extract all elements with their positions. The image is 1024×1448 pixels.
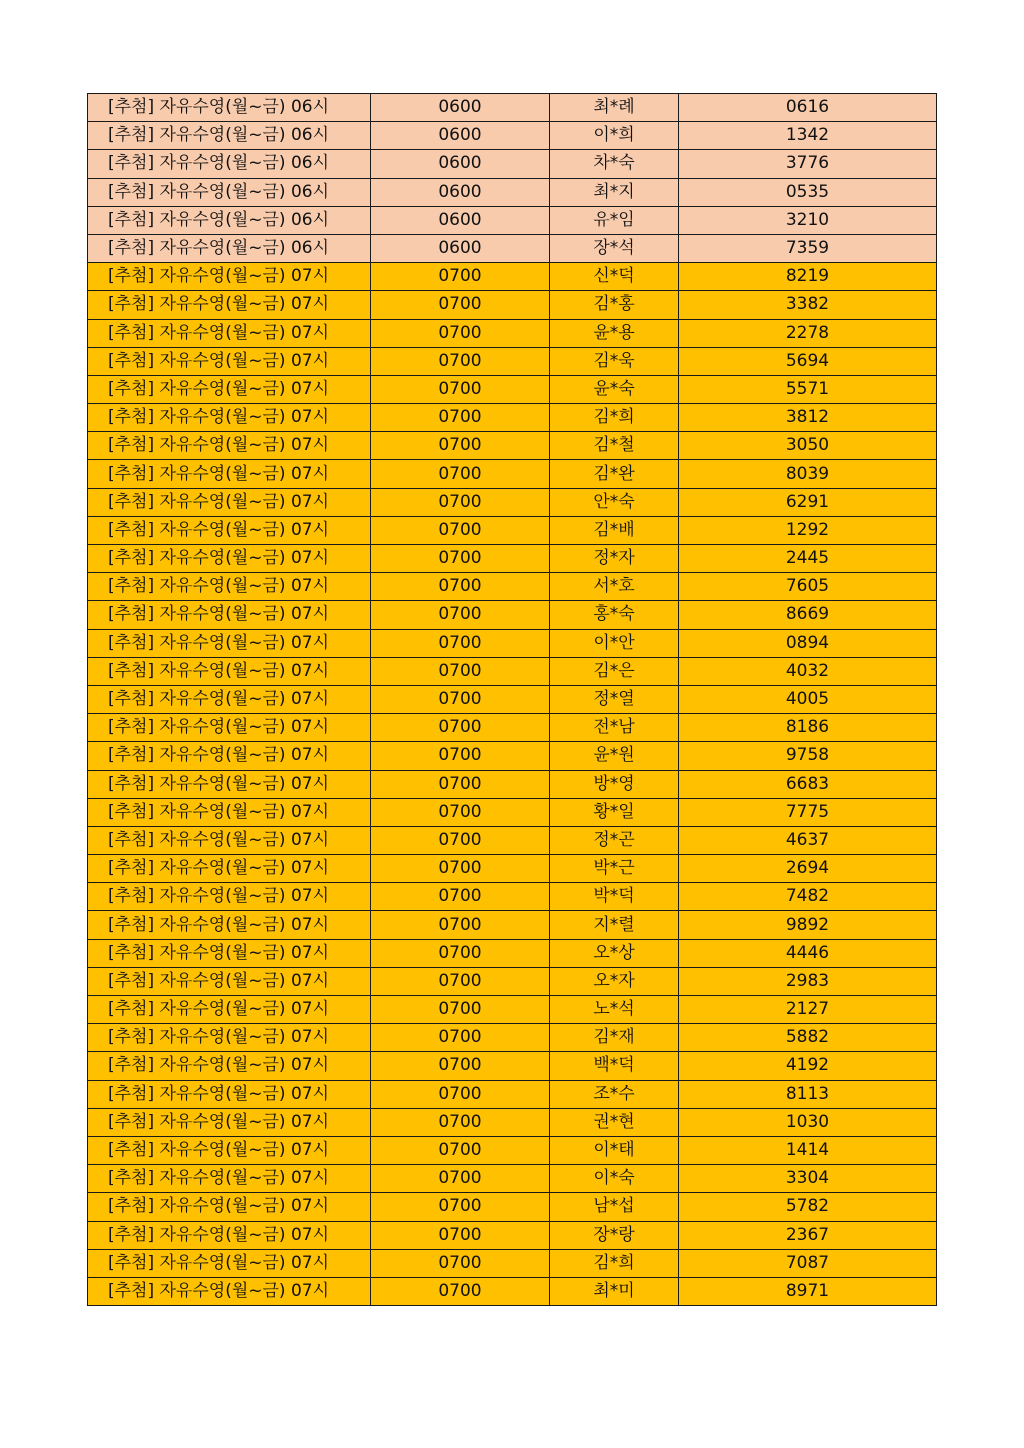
- table-row: [88, 996, 937, 1024]
- number-cell: 2694: [679, 855, 937, 883]
- time-cell: 0600: [371, 206, 550, 234]
- program-cell: [추첨] 자유수영(월~금) 07시: [88, 1165, 371, 1193]
- name-cell: 서*호: [550, 573, 679, 601]
- number-cell: 5571: [679, 375, 937, 403]
- program-cell: [추첨] 자유수영(월~금) 07시: [88, 742, 371, 770]
- name-cell: 박*근: [550, 855, 679, 883]
- table-row: [88, 516, 937, 544]
- name-cell: 이*숙: [550, 1165, 679, 1193]
- program-cell: [추첨] 자유수영(월~금) 06시: [88, 206, 371, 234]
- time-cell: 0700: [371, 798, 550, 826]
- time-cell: 0700: [371, 601, 550, 629]
- number-cell: 4192: [679, 1052, 937, 1080]
- table-row: [88, 911, 937, 939]
- number-cell: 1030: [679, 1108, 937, 1136]
- table-row: [88, 1277, 937, 1305]
- program-cell: [추첨] 자유수영(월~금) 07시: [88, 826, 371, 854]
- number-cell: 2127: [679, 996, 937, 1024]
- program-cell: [추첨] 자유수영(월~금) 07시: [88, 1108, 371, 1136]
- time-cell: 0700: [371, 404, 550, 432]
- number-cell: 1292: [679, 516, 937, 544]
- number-cell: 1342: [679, 122, 937, 150]
- number-cell: 3050: [679, 432, 937, 460]
- number-cell: 4637: [679, 826, 937, 854]
- table-row: [88, 1221, 937, 1249]
- time-cell: 0700: [371, 1136, 550, 1164]
- program-cell: [추첨] 자유수영(월~금) 07시: [88, 770, 371, 798]
- time-cell: 0700: [371, 347, 550, 375]
- table-row: [88, 206, 937, 234]
- name-cell: 최*례: [550, 94, 679, 122]
- program-cell: [추첨] 자유수영(월~금) 07시: [88, 263, 371, 291]
- program-cell: [추첨] 자유수영(월~금) 07시: [88, 601, 371, 629]
- table-row: [88, 685, 937, 713]
- table-row: [88, 1024, 937, 1052]
- number-cell: 3210: [679, 206, 937, 234]
- name-cell: 노*석: [550, 996, 679, 1024]
- program-cell: [추첨] 자유수영(월~금) 07시: [88, 319, 371, 347]
- name-cell: 윤*용: [550, 319, 679, 347]
- name-cell: 김*은: [550, 657, 679, 685]
- table-row: [88, 178, 937, 206]
- program-cell: [추첨] 자유수영(월~금) 07시: [88, 996, 371, 1024]
- table-row: [88, 1108, 937, 1136]
- number-cell: 6291: [679, 488, 937, 516]
- name-cell: 박*덕: [550, 883, 679, 911]
- program-cell: [추첨] 자유수영(월~금) 06시: [88, 178, 371, 206]
- program-cell: [추첨] 자유수영(월~금) 07시: [88, 657, 371, 685]
- name-cell: 정*열: [550, 685, 679, 713]
- number-cell: 8186: [679, 714, 937, 742]
- program-cell: [추첨] 자유수영(월~금) 07시: [88, 460, 371, 488]
- program-cell: [추첨] 자유수영(월~금) 07시: [88, 911, 371, 939]
- table-row: [88, 601, 937, 629]
- number-cell: 9892: [679, 911, 937, 939]
- time-cell: 0700: [371, 742, 550, 770]
- table-row: [88, 939, 937, 967]
- number-cell: 7087: [679, 1249, 937, 1277]
- program-cell: [추첨] 자유수영(월~금) 07시: [88, 939, 371, 967]
- table-row: [88, 94, 937, 122]
- program-cell: [추첨] 자유수영(월~금) 06시: [88, 94, 371, 122]
- program-cell: [추첨] 자유수영(월~금) 06시: [88, 150, 371, 178]
- name-cell: 권*현: [550, 1108, 679, 1136]
- name-cell: 이*희: [550, 122, 679, 150]
- program-cell: [추첨] 자유수영(월~금) 07시: [88, 404, 371, 432]
- time-cell: 0700: [371, 629, 550, 657]
- number-cell: 5782: [679, 1193, 937, 1221]
- name-cell: 김*욱: [550, 347, 679, 375]
- name-cell: 윤*숙: [550, 375, 679, 403]
- number-cell: 8039: [679, 460, 937, 488]
- number-cell: 5694: [679, 347, 937, 375]
- program-cell: [추첨] 자유수영(월~금) 06시: [88, 234, 371, 262]
- table-row: [88, 263, 937, 291]
- time-cell: 0700: [371, 460, 550, 488]
- table-row: [88, 404, 937, 432]
- number-cell: 7359: [679, 234, 937, 262]
- number-cell: 3382: [679, 291, 937, 319]
- table-row: [88, 432, 937, 460]
- name-cell: 김*홍: [550, 291, 679, 319]
- time-cell: 0700: [371, 657, 550, 685]
- table-row: [88, 347, 937, 375]
- time-cell: 0700: [371, 375, 550, 403]
- number-cell: 4446: [679, 939, 937, 967]
- time-cell: 0700: [371, 911, 550, 939]
- program-cell: [추첨] 자유수영(월~금) 07시: [88, 883, 371, 911]
- program-cell: [추첨] 자유수영(월~금) 07시: [88, 488, 371, 516]
- time-cell: 0700: [371, 291, 550, 319]
- program-cell: [추첨] 자유수영(월~금) 07시: [88, 1080, 371, 1108]
- number-cell: 3812: [679, 404, 937, 432]
- name-cell: 김*재: [550, 1024, 679, 1052]
- time-cell: 0700: [371, 996, 550, 1024]
- table-row: [88, 657, 937, 685]
- program-cell: [추첨] 자유수영(월~금) 07시: [88, 1052, 371, 1080]
- program-cell: [추첨] 자유수영(월~금) 07시: [88, 1193, 371, 1221]
- name-cell: 정*곤: [550, 826, 679, 854]
- name-cell: 김*희: [550, 404, 679, 432]
- number-cell: 8113: [679, 1080, 937, 1108]
- time-cell: 0700: [371, 1024, 550, 1052]
- name-cell: 백*덕: [550, 1052, 679, 1080]
- table-row: [88, 1165, 937, 1193]
- program-cell: [추첨] 자유수영(월~금) 07시: [88, 967, 371, 995]
- name-cell: 김*희: [550, 1249, 679, 1277]
- table-row: [88, 1052, 937, 1080]
- time-cell: 0700: [371, 967, 550, 995]
- time-cell: 0700: [371, 432, 550, 460]
- time-cell: 0700: [371, 488, 550, 516]
- time-cell: 0700: [371, 1193, 550, 1221]
- program-cell: [추첨] 자유수영(월~금) 06시: [88, 122, 371, 150]
- name-cell: 최*지: [550, 178, 679, 206]
- time-cell: 0600: [371, 234, 550, 262]
- name-cell: 유*임: [550, 206, 679, 234]
- program-cell: [추첨] 자유수영(월~금) 07시: [88, 855, 371, 883]
- name-cell: 이*태: [550, 1136, 679, 1164]
- number-cell: 4005: [679, 685, 937, 713]
- program-cell: [추첨] 자유수영(월~금) 07시: [88, 1136, 371, 1164]
- number-cell: 2983: [679, 967, 937, 995]
- name-cell: 이*안: [550, 629, 679, 657]
- number-cell: 0894: [679, 629, 937, 657]
- time-cell: 0700: [371, 714, 550, 742]
- name-cell: 황*일: [550, 798, 679, 826]
- time-cell: 0700: [371, 319, 550, 347]
- time-cell: 0700: [371, 1108, 550, 1136]
- table-row: [88, 826, 937, 854]
- table-row: [88, 883, 937, 911]
- name-cell: 김*배: [550, 516, 679, 544]
- program-cell: [추첨] 자유수영(월~금) 07시: [88, 714, 371, 742]
- name-cell: 장*석: [550, 234, 679, 262]
- name-cell: 홍*숙: [550, 601, 679, 629]
- time-cell: 0700: [371, 826, 550, 854]
- table-row: [88, 573, 937, 601]
- number-cell: 3776: [679, 150, 937, 178]
- table-row: [88, 122, 937, 150]
- program-cell: [추첨] 자유수영(월~금) 07시: [88, 1221, 371, 1249]
- table-row: [88, 742, 937, 770]
- table-row: [88, 714, 937, 742]
- time-cell: 0600: [371, 122, 550, 150]
- lottery-result-table: [87, 93, 937, 1306]
- time-cell: 0700: [371, 263, 550, 291]
- time-cell: 0700: [371, 1277, 550, 1305]
- program-cell: [추첨] 자유수영(월~금) 07시: [88, 516, 371, 544]
- number-cell: 7482: [679, 883, 937, 911]
- time-cell: 0700: [371, 939, 550, 967]
- table-row: [88, 967, 937, 995]
- table-row: [88, 460, 937, 488]
- name-cell: 오*자: [550, 967, 679, 995]
- table-row: [88, 291, 937, 319]
- name-cell: 차*숙: [550, 150, 679, 178]
- name-cell: 방*영: [550, 770, 679, 798]
- table-row: [88, 1249, 937, 1277]
- number-cell: 0535: [679, 178, 937, 206]
- number-cell: 2367: [679, 1221, 937, 1249]
- program-cell: [추첨] 자유수영(월~금) 07시: [88, 573, 371, 601]
- program-cell: [추첨] 자유수영(월~금) 07시: [88, 629, 371, 657]
- name-cell: 최*미: [550, 1277, 679, 1305]
- table-row: [88, 319, 937, 347]
- name-cell: 조*수: [550, 1080, 679, 1108]
- number-cell: 8219: [679, 263, 937, 291]
- program-cell: [추첨] 자유수영(월~금) 07시: [88, 1249, 371, 1277]
- number-cell: 2445: [679, 545, 937, 573]
- name-cell: 안*숙: [550, 488, 679, 516]
- time-cell: 0700: [371, 883, 550, 911]
- time-cell: 0700: [371, 855, 550, 883]
- program-cell: [추첨] 자유수영(월~금) 07시: [88, 1277, 371, 1305]
- name-cell: 정*자: [550, 545, 679, 573]
- name-cell: 윤*원: [550, 742, 679, 770]
- table-row: [88, 150, 937, 178]
- name-cell: 김*완: [550, 460, 679, 488]
- time-cell: 0600: [371, 94, 550, 122]
- number-cell: 6683: [679, 770, 937, 798]
- number-cell: 9758: [679, 742, 937, 770]
- time-cell: 0700: [371, 545, 550, 573]
- name-cell: 지*렬: [550, 911, 679, 939]
- table-body: [88, 94, 937, 1306]
- table-row: [88, 375, 937, 403]
- number-cell: 7775: [679, 798, 937, 826]
- time-cell: 0600: [371, 178, 550, 206]
- name-cell: 전*남: [550, 714, 679, 742]
- table-row: [88, 770, 937, 798]
- table-row: [88, 629, 937, 657]
- time-cell: 0700: [371, 1249, 550, 1277]
- time-cell: 0700: [371, 1052, 550, 1080]
- number-cell: 8669: [679, 601, 937, 629]
- number-cell: 8971: [679, 1277, 937, 1305]
- time-cell: 0700: [371, 516, 550, 544]
- time-cell: 0700: [371, 573, 550, 601]
- table-row: [88, 1136, 937, 1164]
- table-row: [88, 545, 937, 573]
- table-row: [88, 234, 937, 262]
- name-cell: 신*덕: [550, 263, 679, 291]
- number-cell: 5882: [679, 1024, 937, 1052]
- time-cell: 0700: [371, 1080, 550, 1108]
- number-cell: 4032: [679, 657, 937, 685]
- name-cell: 오*상: [550, 939, 679, 967]
- number-cell: 1414: [679, 1136, 937, 1164]
- time-cell: 0700: [371, 1221, 550, 1249]
- table-row: [88, 798, 937, 826]
- number-cell: 7605: [679, 573, 937, 601]
- name-cell: 장*랑: [550, 1221, 679, 1249]
- time-cell: 0700: [371, 685, 550, 713]
- program-cell: [추첨] 자유수영(월~금) 07시: [88, 798, 371, 826]
- table-row: [88, 855, 937, 883]
- program-cell: [추첨] 자유수영(월~금) 07시: [88, 432, 371, 460]
- program-cell: [추첨] 자유수영(월~금) 07시: [88, 375, 371, 403]
- table-row: [88, 1080, 937, 1108]
- number-cell: 3304: [679, 1165, 937, 1193]
- time-cell: 0700: [371, 1165, 550, 1193]
- number-cell: 0616: [679, 94, 937, 122]
- time-cell: 0600: [371, 150, 550, 178]
- table-row: [88, 1193, 937, 1221]
- program-cell: [추첨] 자유수영(월~금) 07시: [88, 1024, 371, 1052]
- time-cell: 0700: [371, 770, 550, 798]
- table-row: [88, 488, 937, 516]
- program-cell: [추첨] 자유수영(월~금) 07시: [88, 685, 371, 713]
- number-cell: 2278: [679, 319, 937, 347]
- program-cell: [추첨] 자유수영(월~금) 07시: [88, 291, 371, 319]
- name-cell: 김*철: [550, 432, 679, 460]
- name-cell: 남*섭: [550, 1193, 679, 1221]
- program-cell: [추첨] 자유수영(월~금) 07시: [88, 347, 371, 375]
- program-cell: [추첨] 자유수영(월~금) 07시: [88, 545, 371, 573]
